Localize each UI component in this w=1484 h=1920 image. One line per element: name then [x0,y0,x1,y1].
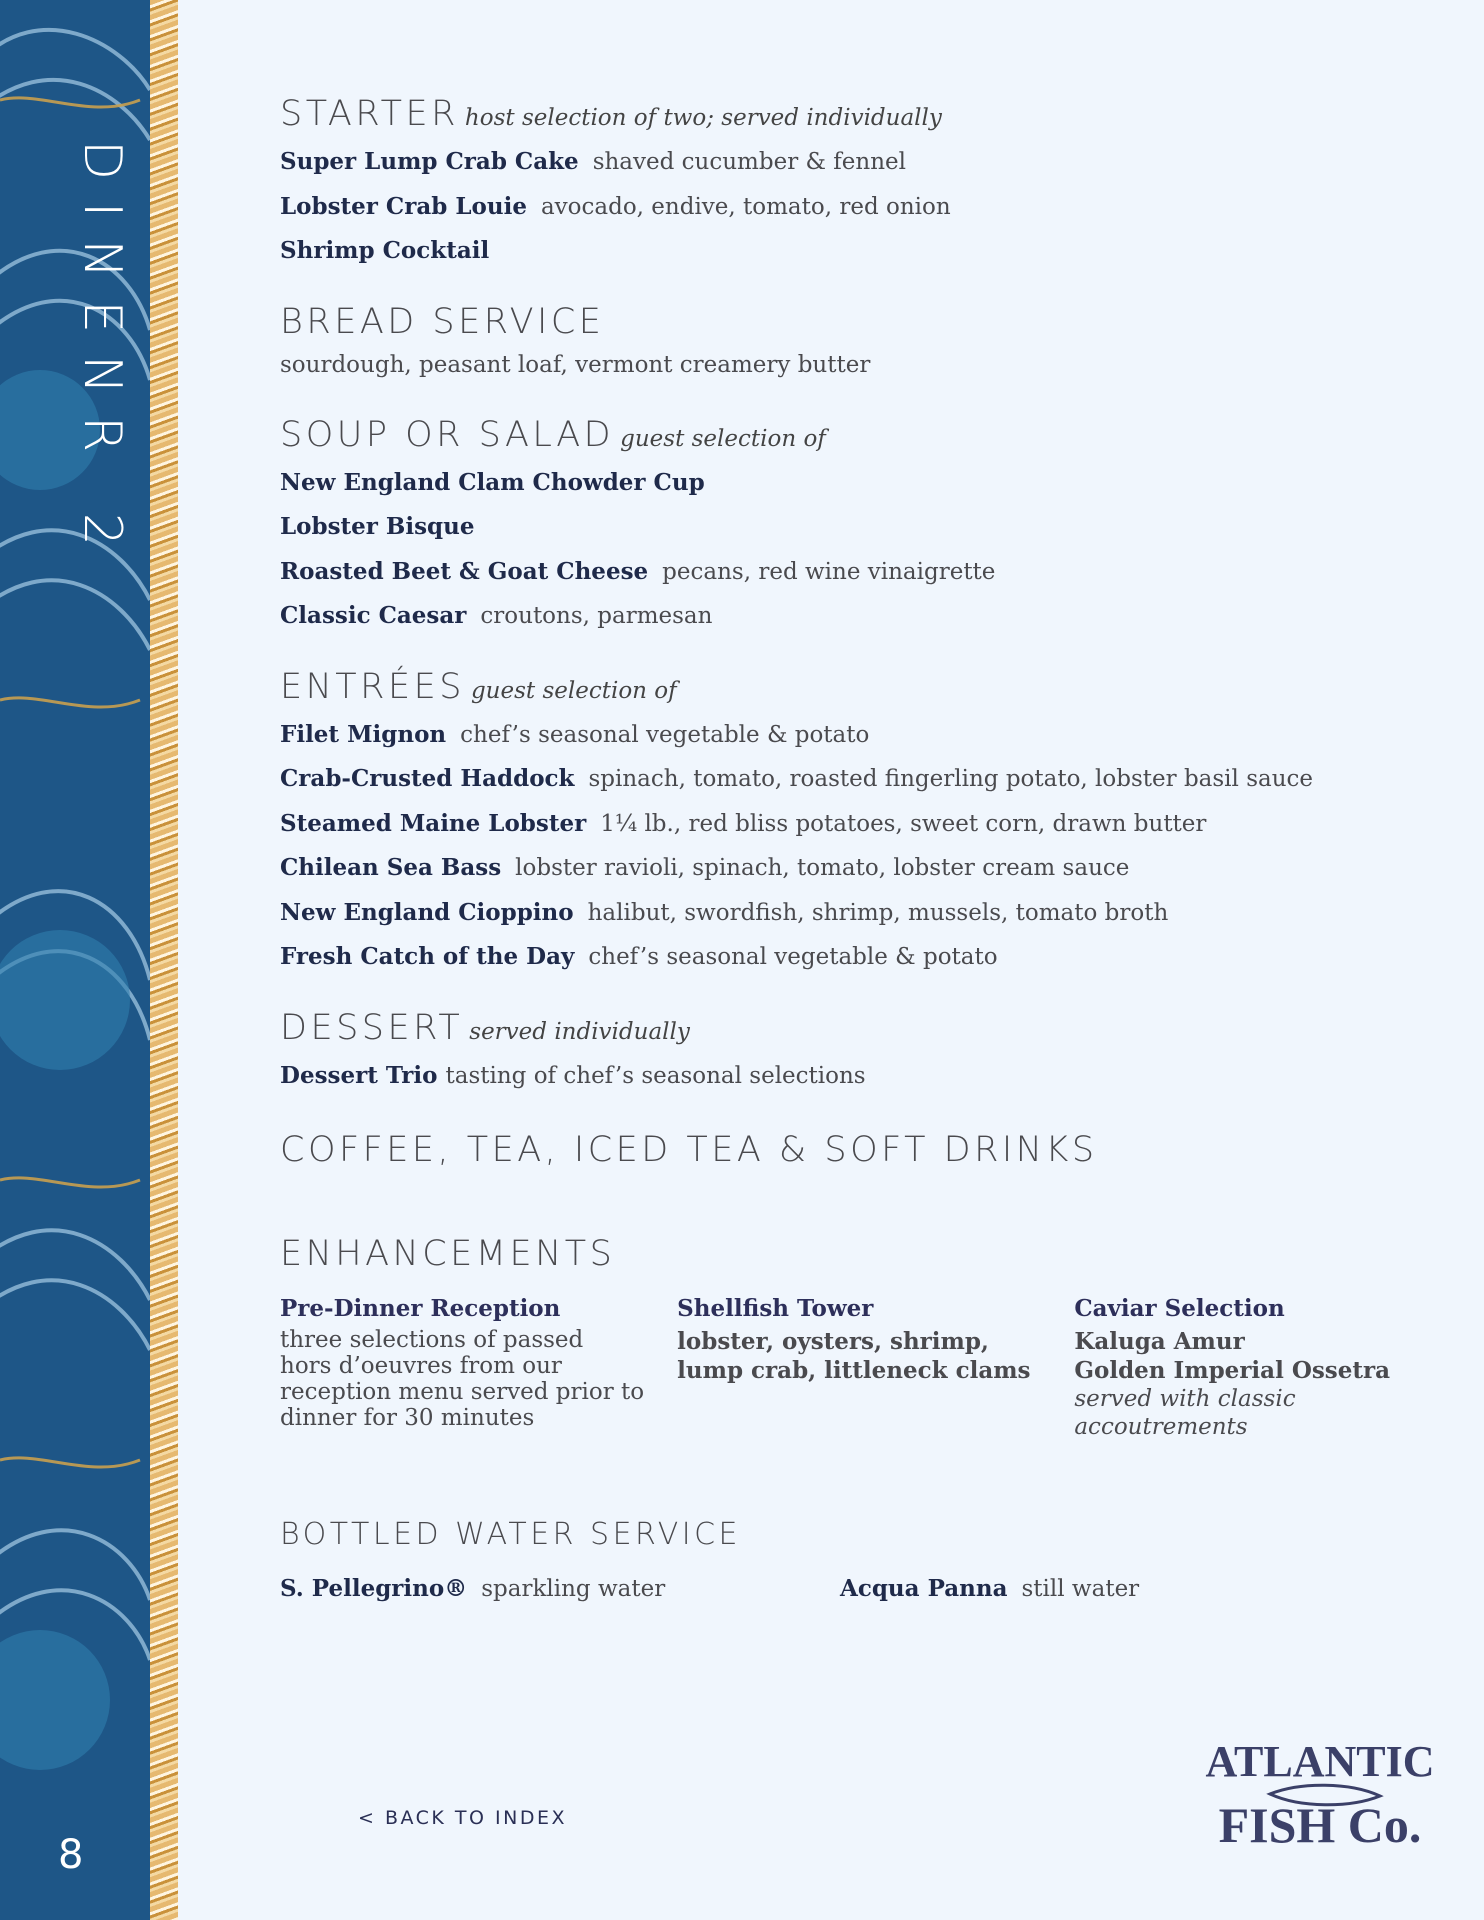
menu-item: Chilean Sea Bass lobster ravioli, spinach, tomato, lobster cream sauce [280,854,1130,881]
enhancement-line: lobster, oysters, shrimp, [677,1328,989,1355]
enhancement-title: Caviar Selection [1074,1295,1285,1322]
enhancement-line: three selections of passed [280,1327,584,1353]
bread-section [280,300,1430,387]
enhancement-line: reception menu served prior to [280,1379,645,1405]
enhancement-line: lump crab, littleneck clams [677,1357,1031,1384]
menu-item: New England Clam Chowder Cup [280,468,705,496]
svg-text:FISH Co.: FISH Co. [1218,1797,1422,1853]
enhancement-line: dinner for 30 minutes [280,1405,535,1431]
section-note: guest selection of [470,677,677,704]
menu-item: S. Pellegrino® sparkling water [280,1575,666,1602]
menu-item: New England Cioppino halibut, swordfish, shrimp, mussels, tomato broth [280,898,1169,926]
menu-item: Steamed Maine Lobster 1¼ lb., red bliss potatoes, sweet corn, drawn butter [280,809,1207,837]
enhancement-title: Shellfish Tower [677,1295,874,1322]
back-to-index-link[interactable]: < BACK TO INDEX [358,1807,567,1829]
menu-item: Lobster Bisque [280,513,475,540]
section-title: BREAD SERVICE [280,301,605,342]
menu-item: Dessert Trio tasting of chef’s seasonal selections [280,1061,866,1089]
dessert-section [280,1006,1430,1099]
section-title: SOUP OR SALAD guest selection of [280,414,826,455]
atlantic-fish-co-logo-icon [1205,1724,1435,1864]
menu-item: Roasted Beet & Goat Cheese pecans, red wine vinaigrette [280,557,996,585]
menu-item: Super Lump Crab Cake shaved cucumber & fennel [280,148,906,175]
section-title: BOTTLED WATER SERVICE [280,1517,742,1552]
menu-content [280,92,1430,1638]
section-title: ENHANCEMENTS [280,1234,616,1274]
sidebar-title: DINENR 2 [72,140,132,568]
wave-sidebar [0,0,152,1920]
section-note: served individually [469,1018,690,1045]
entrees-section [280,665,1430,980]
enhancement-line: hors d’oeuvres from our [280,1353,562,1379]
drinks-section [280,1128,1430,1172]
section-note: guest selection of [620,425,826,452]
enhancement-title: Pre-Dinner Reception [280,1295,561,1322]
starter-section [280,92,1430,274]
page-number: 8 [58,1832,84,1878]
enhancements-section [280,1232,1430,1441]
enhancements-columns [280,1294,1430,1441]
enhancement-line: Golden Imperial Ossetra [1074,1357,1391,1384]
menu-item: Classic Caesar croutons, parmesan [280,602,713,629]
enhancement-note: served with classic accoutrements [1074,1386,1296,1440]
soup-salad-section [280,413,1430,639]
reception-enhancement [280,1294,677,1441]
section-title: COFFEE, TEA, ICED TEA & SOFT DRINKS [280,1130,1098,1170]
section-note: host selection of two; served individually [464,105,942,131]
section-title: STARTER host selection of two; served individually [280,94,942,134]
caviar-enhancement [1074,1294,1430,1441]
section-description: sourdough, peasant loaf, vermont creamery butter [280,351,871,378]
menu-item: Fresh Catch of the Day chef’s seasonal vegetable & potato [280,943,998,970]
water-items [280,1567,1430,1612]
shellfish-enhancement [677,1294,1074,1441]
menu-item: Crab-Crusted Haddock spinach, tomato, roasted fingerling potato, lobster basil sauce [280,765,1314,792]
water-section [280,1513,1430,1612]
menu-item: Filet Mignon chef’s seasonal vegetable & potato [280,720,870,748]
menu-item: Lobster Crab Louie avocado, endive, tomato, red onion [280,192,951,220]
enhancement-line: Kaluga Amur [1074,1328,1245,1355]
menu-item: Shrimp Cocktail [280,237,490,264]
section-title: ENTRÉES guest selection of [280,666,677,707]
menu-item: Acqua Panna still water [840,1575,1140,1602]
section-title: DESSERT served individually [280,1007,690,1048]
rope-border [150,0,178,1920]
svg-text:ATLANTIC: ATLANTIC [1205,1737,1435,1786]
